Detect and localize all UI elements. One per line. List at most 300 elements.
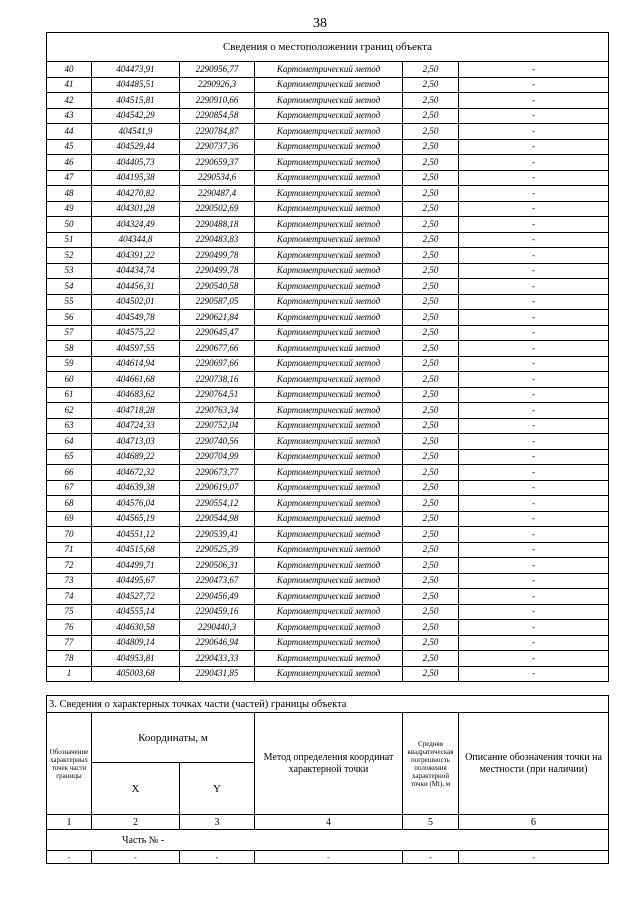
coord-y: 2290645,47: [180, 325, 255, 341]
coord-y: 2290621,84: [180, 310, 255, 326]
point-number: 76: [47, 620, 92, 636]
table-row: [47, 666, 609, 682]
description-cell: -: [459, 217, 609, 233]
coord-y: 2290499,78: [180, 263, 255, 279]
table-row: [47, 139, 609, 155]
point-number: 74: [47, 589, 92, 605]
description-cell: -: [459, 558, 609, 574]
table-row: [47, 294, 609, 310]
rms-cell: 2,50: [403, 573, 459, 589]
table-row: [47, 589, 609, 605]
coord-y: 2290673,77: [180, 465, 255, 481]
coord-y: 2290926,3: [180, 77, 255, 93]
rms-cell: 2,50: [403, 108, 459, 124]
header-point-designation: Обозначение характерных точек части границы: [47, 713, 92, 815]
description-cell: -: [459, 294, 609, 310]
table-row: [47, 527, 609, 543]
point-number: 64: [47, 434, 92, 450]
coord-y: 2290587,05: [180, 294, 255, 310]
method-cell: Картометрический метод: [255, 356, 403, 372]
description-cell: -: [459, 403, 609, 419]
coord-y: 2290784,87: [180, 124, 255, 140]
method-cell: Картометрический метод: [255, 217, 403, 233]
coord-y: 2290554,12: [180, 496, 255, 512]
point-number: 63: [47, 418, 92, 434]
description-cell: -: [459, 263, 609, 279]
point-number: 40: [47, 62, 92, 78]
coord-y: 2290433,33: [180, 651, 255, 667]
description-cell: -: [459, 620, 609, 636]
method-cell: Картометрический метод: [255, 139, 403, 155]
empty-data-row: [47, 851, 609, 864]
point-number: 55: [47, 294, 92, 310]
table-row: [47, 263, 609, 279]
rms-cell: 2,50: [403, 465, 459, 481]
rms-cell: 2,50: [403, 279, 459, 295]
description-cell: -: [459, 356, 609, 372]
coord-x: 404502,01: [92, 294, 180, 310]
header-description: Описание обозначения точки на местности (при наличии): [459, 713, 609, 815]
column-numbers-row: [47, 815, 609, 830]
coord-x: 404809,14: [92, 635, 180, 651]
table-row: [47, 558, 609, 574]
rms-cell: 2,50: [403, 186, 459, 202]
table-row: [47, 325, 609, 341]
point-number: 58: [47, 341, 92, 357]
description-cell: -: [459, 480, 609, 496]
coord-x: 404301,28: [92, 201, 180, 217]
rms-cell: 2,50: [403, 341, 459, 357]
coord-x: 404529,44: [92, 139, 180, 155]
coord-x: 404689,22: [92, 449, 180, 465]
coord-y: 2290956,77: [180, 62, 255, 78]
coord-x: 404270,82: [92, 186, 180, 202]
empty-cell: -: [47, 851, 92, 864]
point-number: 52: [47, 248, 92, 264]
coord-x: 404713,03: [92, 434, 180, 450]
table-row: [47, 201, 609, 217]
header-y: Y: [180, 763, 255, 815]
description-cell: -: [459, 496, 609, 512]
coord-x: 404515,81: [92, 93, 180, 109]
column-number: 2: [92, 815, 180, 830]
coord-x: 405003,68: [92, 666, 180, 682]
rms-cell: 2,50: [403, 294, 459, 310]
coord-x: 404495,67: [92, 573, 180, 589]
point-number: 49: [47, 201, 92, 217]
rms-cell: 2,50: [403, 263, 459, 279]
coord-x: 404499,71: [92, 558, 180, 574]
coord-x: 404576,04: [92, 496, 180, 512]
point-number: 66: [47, 465, 92, 481]
rms-cell: 2,50: [403, 217, 459, 233]
table-row: [47, 77, 609, 93]
method-cell: Картометрический метод: [255, 434, 403, 450]
rms-cell: 2,50: [403, 62, 459, 78]
point-number: 1: [47, 666, 92, 682]
description-cell: -: [459, 387, 609, 403]
coord-y: 2290499,78: [180, 248, 255, 264]
table-title: Сведения о местоположении границ объекта: [47, 33, 609, 62]
method-cell: Картометрический метод: [255, 511, 403, 527]
description-cell: -: [459, 527, 609, 543]
coord-x: 404672,32: [92, 465, 180, 481]
coord-y: 2290677,66: [180, 341, 255, 357]
method-cell: Картометрический метод: [255, 62, 403, 78]
table-row: [47, 434, 609, 450]
description-cell: -: [459, 434, 609, 450]
table-row: [47, 217, 609, 233]
method-cell: Картометрический метод: [255, 527, 403, 543]
rms-cell: 2,50: [403, 480, 459, 496]
coord-x: 404434,74: [92, 263, 180, 279]
description-cell: -: [459, 341, 609, 357]
point-number: 48: [47, 186, 92, 202]
rms-cell: 2,50: [403, 93, 459, 109]
coord-x: 404405,73: [92, 155, 180, 171]
rms-cell: 2,50: [403, 527, 459, 543]
point-number: 61: [47, 387, 92, 403]
coord-y: 2290752,04: [180, 418, 255, 434]
table-row: [47, 573, 609, 589]
description-cell: -: [459, 186, 609, 202]
coord-x: 404542,29: [92, 108, 180, 124]
coord-x: 404344,8: [92, 232, 180, 248]
point-number: 44: [47, 124, 92, 140]
method-cell: Картометрический метод: [255, 279, 403, 295]
rms-cell: 2,50: [403, 651, 459, 667]
method-cell: Картометрический метод: [255, 558, 403, 574]
coord-y: 2290763,34: [180, 403, 255, 419]
section3-title: 3. Сведения о характерных точках части (частей) границы объекта: [47, 696, 609, 713]
table-row: [47, 232, 609, 248]
point-number: 42: [47, 93, 92, 109]
rms-cell: 2,50: [403, 589, 459, 605]
page-number: 38: [313, 16, 327, 31]
coord-y: 2290488,18: [180, 217, 255, 233]
rms-cell: 2,50: [403, 356, 459, 372]
rms-cell: 2,50: [403, 496, 459, 512]
method-cell: Картометрический метод: [255, 496, 403, 512]
method-cell: Картометрический метод: [255, 651, 403, 667]
table-row: [47, 248, 609, 264]
rms-cell: 2,50: [403, 387, 459, 403]
empty-cell: -: [180, 851, 255, 864]
point-number: 72: [47, 558, 92, 574]
coord-x: 404391,22: [92, 248, 180, 264]
description-cell: -: [459, 542, 609, 558]
boundary-points-table: [46, 32, 609, 682]
rms-cell: 2,50: [403, 635, 459, 651]
table-row: [47, 387, 609, 403]
coord-y: 2290544,98: [180, 511, 255, 527]
empty-cell: -: [92, 851, 180, 864]
coord-y: 2290487,4: [180, 186, 255, 202]
point-number: 75: [47, 604, 92, 620]
coord-x: 404718,28: [92, 403, 180, 419]
description-cell: -: [459, 511, 609, 527]
coord-y: 2290540,58: [180, 279, 255, 295]
point-number: 47: [47, 170, 92, 186]
point-number: 54: [47, 279, 92, 295]
rms-cell: 2,50: [403, 310, 459, 326]
coord-x: 404724,33: [92, 418, 180, 434]
table-row: [47, 170, 609, 186]
point-number: 62: [47, 403, 92, 419]
method-cell: Картометрический метод: [255, 372, 403, 388]
header-x: X: [92, 763, 180, 815]
coord-y: 2290440,3: [180, 620, 255, 636]
method-cell: Картометрический метод: [255, 542, 403, 558]
method-cell: Картометрический метод: [255, 201, 403, 217]
coord-x: 404549,78: [92, 310, 180, 326]
coord-x: 404597,55: [92, 341, 180, 357]
coord-y: 2290502,69: [180, 201, 255, 217]
column-number: 6: [459, 815, 609, 830]
description-cell: -: [459, 604, 609, 620]
coord-y: 2290704,99: [180, 449, 255, 465]
coord-y: 2290431,85: [180, 666, 255, 682]
method-cell: Картометрический метод: [255, 232, 403, 248]
coord-x: 404575,22: [92, 325, 180, 341]
table-row: [47, 155, 609, 171]
coord-y: 2290740,56: [180, 434, 255, 450]
point-number: 67: [47, 480, 92, 496]
method-cell: Картометрический метод: [255, 465, 403, 481]
rms-cell: 2,50: [403, 77, 459, 93]
table-row: [47, 372, 609, 388]
coord-x: 404683,62: [92, 387, 180, 403]
point-number: 51: [47, 232, 92, 248]
coord-y: 2290534,6: [180, 170, 255, 186]
coord-y: 2290659,37: [180, 155, 255, 171]
method-cell: Картометрический метод: [255, 449, 403, 465]
point-number: 59: [47, 356, 92, 372]
description-cell: -: [459, 77, 609, 93]
table-row: [47, 93, 609, 109]
method-cell: Картометрический метод: [255, 124, 403, 140]
rms-cell: 2,50: [403, 248, 459, 264]
coord-y: 2290697,66: [180, 356, 255, 372]
description-cell: -: [459, 418, 609, 434]
description-cell: -: [459, 248, 609, 264]
header-coordinates: Координаты, м: [92, 713, 255, 763]
empty-cell: -: [459, 851, 609, 864]
table-row: [47, 356, 609, 372]
method-cell: Картометрический метод: [255, 108, 403, 124]
method-cell: Картометрический метод: [255, 248, 403, 264]
table-row: [47, 341, 609, 357]
method-cell: Картометрический метод: [255, 325, 403, 341]
coord-y: 2290854,58: [180, 108, 255, 124]
coord-x: 404614,94: [92, 356, 180, 372]
table-row: [47, 279, 609, 295]
table-row: [47, 465, 609, 481]
table-row: [47, 449, 609, 465]
method-cell: Картометрический метод: [255, 604, 403, 620]
coord-y: 2290459,16: [180, 604, 255, 620]
point-number: 68: [47, 496, 92, 512]
rms-cell: 2,50: [403, 604, 459, 620]
coord-y: 2290506,31: [180, 558, 255, 574]
part-points-section: [46, 695, 609, 864]
table-row: [47, 635, 609, 651]
description-cell: -: [459, 139, 609, 155]
table-row: [47, 186, 609, 202]
point-number: 60: [47, 372, 92, 388]
description-cell: -: [459, 465, 609, 481]
description-cell: -: [459, 170, 609, 186]
coord-y: 2290525,39: [180, 542, 255, 558]
coord-x: 404639,38: [92, 480, 180, 496]
table-row: [47, 511, 609, 527]
coord-y: 2290646,94: [180, 635, 255, 651]
column-number: 1: [47, 815, 92, 830]
rms-cell: 2,50: [403, 449, 459, 465]
rms-cell: 2,50: [403, 418, 459, 434]
rms-cell: 2,50: [403, 139, 459, 155]
method-cell: Картометрический метод: [255, 93, 403, 109]
coord-x: 404555,14: [92, 604, 180, 620]
coord-y: 2290910,66: [180, 93, 255, 109]
point-number: 43: [47, 108, 92, 124]
method-cell: Картометрический метод: [255, 635, 403, 651]
description-cell: -: [459, 155, 609, 171]
rms-cell: 2,50: [403, 201, 459, 217]
point-number: 56: [47, 310, 92, 326]
method-cell: Картометрический метод: [255, 573, 403, 589]
description-cell: -: [459, 310, 609, 326]
method-cell: Картометрический метод: [255, 418, 403, 434]
description-cell: -: [459, 589, 609, 605]
table-row: [47, 496, 609, 512]
description-cell: -: [459, 635, 609, 651]
coord-x: 404515,68: [92, 542, 180, 558]
empty-cell: -: [255, 851, 403, 864]
column-number: 3: [180, 815, 255, 830]
rms-cell: 2,50: [403, 558, 459, 574]
description-cell: -: [459, 62, 609, 78]
table-row: [47, 651, 609, 667]
coord-x: 404551,12: [92, 527, 180, 543]
point-number: 57: [47, 325, 92, 341]
description-cell: -: [459, 666, 609, 682]
method-cell: Картометрический метод: [255, 666, 403, 682]
method-cell: Картометрический метод: [255, 170, 403, 186]
method-cell: Картометрический метод: [255, 620, 403, 636]
method-cell: Картометрический метод: [255, 387, 403, 403]
table-row: [47, 108, 609, 124]
coord-y: 2290483,83: [180, 232, 255, 248]
method-cell: Картометрический метод: [255, 403, 403, 419]
table-row: [47, 604, 609, 620]
point-number: 69: [47, 511, 92, 527]
rms-cell: 2,50: [403, 434, 459, 450]
point-number: 77: [47, 635, 92, 651]
table-row: [47, 62, 609, 78]
empty-cell: -: [403, 851, 459, 864]
header-method: Метод определения координат характерной точки: [255, 713, 403, 815]
point-number: 53: [47, 263, 92, 279]
table-row: [47, 542, 609, 558]
description-cell: -: [459, 325, 609, 341]
rms-cell: 2,50: [403, 325, 459, 341]
description-cell: -: [459, 124, 609, 140]
table-row: [47, 310, 609, 326]
point-number: 65: [47, 449, 92, 465]
method-cell: Картометрический метод: [255, 186, 403, 202]
table-row: [47, 418, 609, 434]
table-row: [47, 403, 609, 419]
method-cell: Картометрический метод: [255, 341, 403, 357]
description-cell: -: [459, 651, 609, 667]
rms-cell: 2,50: [403, 666, 459, 682]
coord-x: 404485,51: [92, 77, 180, 93]
method-cell: Картометрический метод: [255, 263, 403, 279]
coord-x: 404541,9: [92, 124, 180, 140]
coord-y: 2290764,51: [180, 387, 255, 403]
point-number: 78: [47, 651, 92, 667]
method-cell: Картометрический метод: [255, 294, 403, 310]
coord-y: 2290539,41: [180, 527, 255, 543]
rms-cell: 2,50: [403, 155, 459, 171]
method-cell: Картометрический метод: [255, 77, 403, 93]
table-row: [47, 620, 609, 636]
point-number: 41: [47, 77, 92, 93]
point-number: 73: [47, 573, 92, 589]
description-cell: -: [459, 449, 609, 465]
coord-x: 404953,81: [92, 651, 180, 667]
description-cell: -: [459, 108, 609, 124]
header-rms: Средняя квадратическая погрешность положения характерной точки (Мt), м: [403, 713, 459, 815]
description-cell: -: [459, 279, 609, 295]
coord-x: 404195,38: [92, 170, 180, 186]
table-row: [47, 480, 609, 496]
point-number: 46: [47, 155, 92, 171]
coord-y: 2290619,07: [180, 480, 255, 496]
method-cell: Картометрический метод: [255, 310, 403, 326]
coord-y: 2290738,16: [180, 372, 255, 388]
description-cell: -: [459, 93, 609, 109]
rms-cell: 2,50: [403, 542, 459, 558]
rms-cell: 2,50: [403, 170, 459, 186]
point-number: 70: [47, 527, 92, 543]
method-cell: Картометрический метод: [255, 155, 403, 171]
coord-x: 404565,19: [92, 511, 180, 527]
coord-x: 404473,91: [92, 62, 180, 78]
description-cell: -: [459, 201, 609, 217]
rms-cell: 2,50: [403, 620, 459, 636]
coord-x: 404630,58: [92, 620, 180, 636]
coord-y: 2290737,36: [180, 139, 255, 155]
rms-cell: 2,50: [403, 372, 459, 388]
rms-cell: 2,50: [403, 124, 459, 140]
coord-x: 404324,49: [92, 217, 180, 233]
rms-cell: 2,50: [403, 511, 459, 527]
rms-cell: 2,50: [403, 403, 459, 419]
point-number: 45: [47, 139, 92, 155]
description-cell: -: [459, 232, 609, 248]
point-number: 50: [47, 217, 92, 233]
description-cell: -: [459, 573, 609, 589]
point-number: 71: [47, 542, 92, 558]
rms-cell: 2,50: [403, 232, 459, 248]
method-cell: Картометрический метод: [255, 480, 403, 496]
coord-x: 404527,72: [92, 589, 180, 605]
coord-y: 2290473,67: [180, 573, 255, 589]
coord-x: 404661,68: [92, 372, 180, 388]
coord-y: 2290456,49: [180, 589, 255, 605]
